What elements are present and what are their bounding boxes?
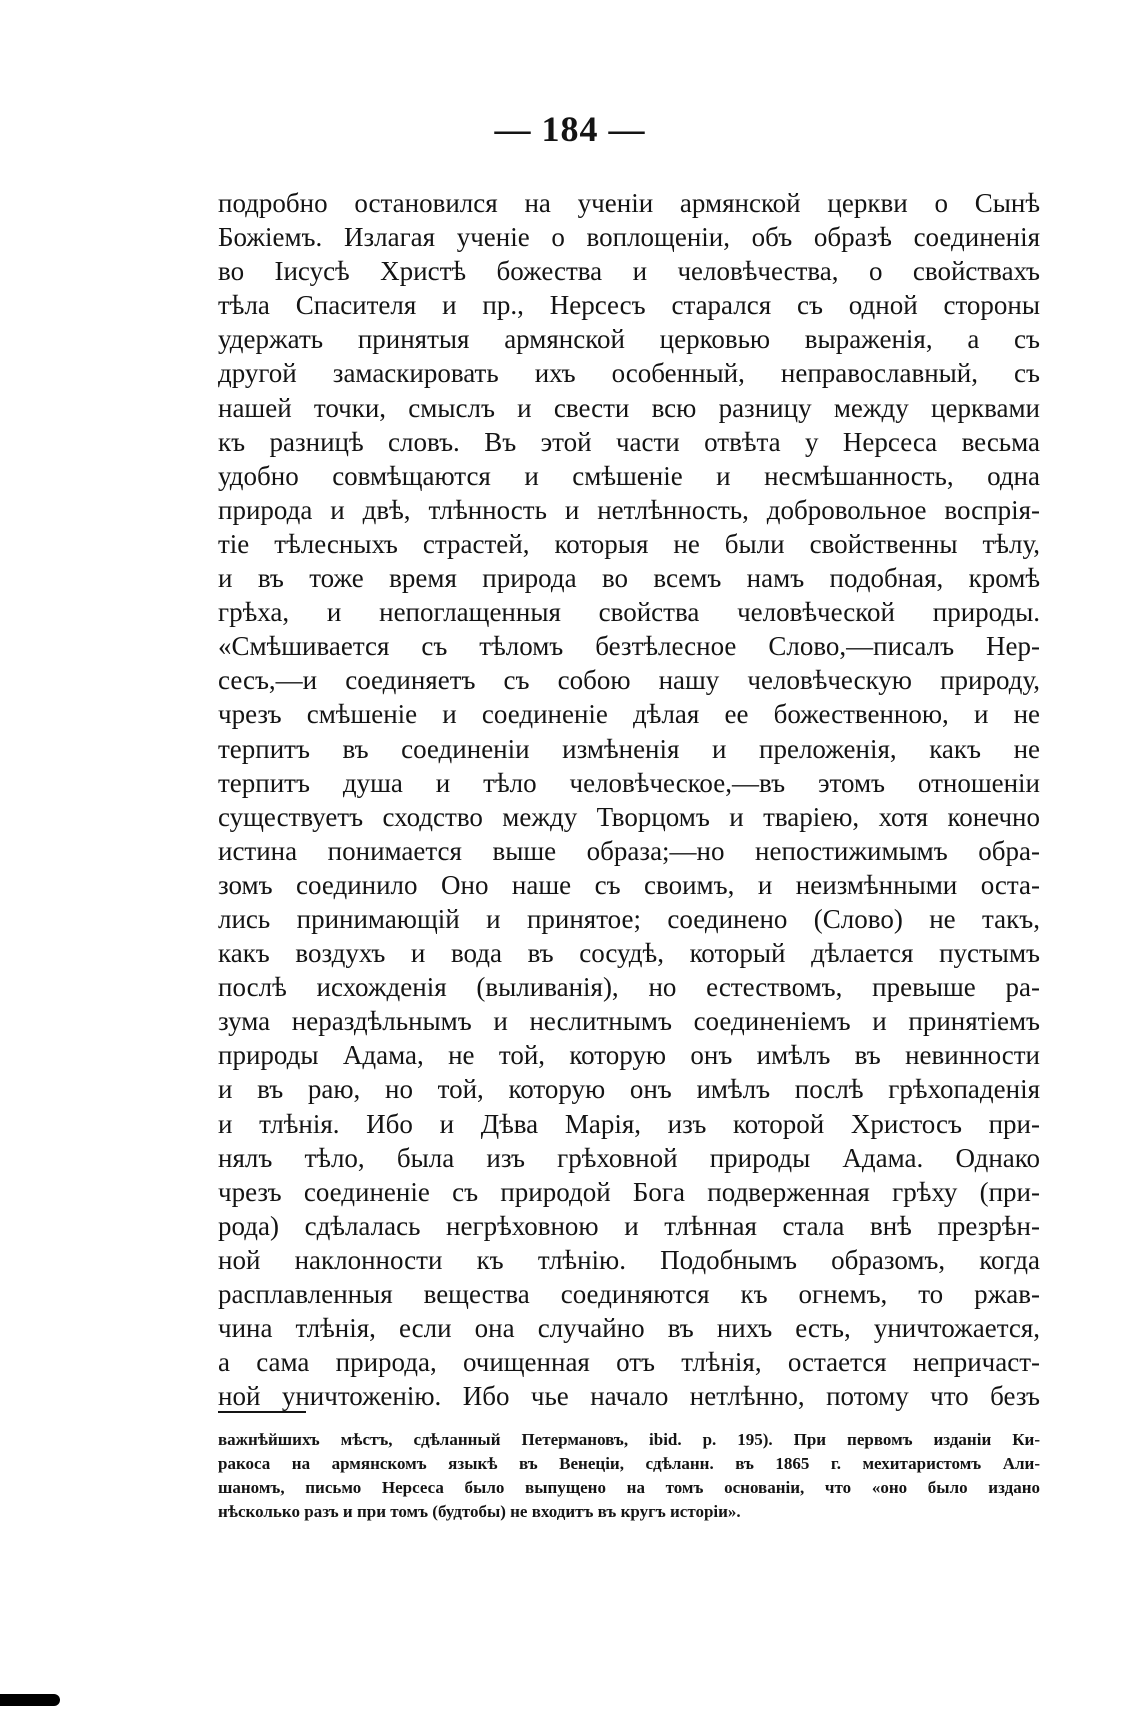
text-line: удобно совмѣщаются и смѣшеніе и несмѣшанность, одна (218, 460, 1040, 491)
text-line: Божіемъ. Излагая ученіе о воплощеніи, объ образѣ соединенія (218, 222, 1040, 253)
text-line: грѣха, и непоглащенныя свойства человѣческой природы. (218, 597, 1040, 628)
footnote-line: важнѣйшихъ мѣстъ, сдѣланный Петермановъ, ibid. p. 195). При первомъ изданіи Ки- (218, 1430, 1040, 1449)
text-line: рода) сдѣлалась негрѣховною и тлѣнная стала внѣ презрѣн- (218, 1210, 1040, 1241)
text-line: терпитъ въ соединеніи измѣненія и преложенія, какъ не (218, 733, 1040, 764)
main-text (218, 186, 1040, 1413)
text-line: тіе тѣлесныхъ страстей, которыя не были свойственны тѣлу, (218, 528, 1040, 559)
text-line: тѣла Спасителя и пр., Нерсесъ старался съ одной стороны (218, 290, 1040, 321)
text-line: ной наклонности къ тлѣнію. Подобнымъ образомъ, когда (218, 1244, 1040, 1275)
text-line: чина тлѣнія, если она случайно въ нихъ есть, уничтожается, (218, 1313, 1040, 1344)
text-line: существуетъ сходство между Творцомъ и тваріею, хотя конечно (218, 801, 1040, 832)
text-line: и въ раю, но той, которую онъ имѣлъ послѣ грѣхопаденія (218, 1074, 1040, 1105)
text-line: удержать принятыя армянской церковью выраженія, а съ (218, 324, 1040, 355)
text-line: истина понимается выше образа;—но непостижимымъ обра- (218, 835, 1040, 866)
text-line: нашей точки, смыслъ и свести всю разницу между церквами (218, 392, 1040, 423)
text-line: терпитъ душа и тѣло человѣческое,—въ этомъ отношеніи (218, 767, 1040, 798)
scan-edge-mark (0, 1694, 60, 1706)
text-line: ной уничтоженію. Ибо чье начало нетлѣнно, потому что безъ (218, 1381, 1040, 1412)
text-line: сесъ,—и соединяетъ съ собою нашу человѣческую природу, (218, 665, 1040, 696)
footnote-line: шаномъ, письмо Нерсеса было выпущено на томъ основаніи, что «оно было издано (218, 1478, 1040, 1497)
text-line: расплавленныя вещества соединяются къ огнемъ, то ржав- (218, 1279, 1040, 1309)
text-line: природа и двѣ, тлѣнность и нетлѣнность, добровольное воспрія- (218, 494, 1040, 525)
text-line: послѣ исхожденія (выливанія), но естествомъ, превыше ра- (218, 972, 1040, 1003)
text-line: къ разницѣ словъ. Въ этой части отвѣта у Нерсеса весьма (218, 426, 1040, 457)
text-line: чрезъ смѣшеніе и соединеніе дѣлая ее божественною, и не (218, 699, 1040, 730)
text-line: природы Адама, не той, которую онъ имѣлъ въ невинности (218, 1040, 1040, 1071)
text-line: и въ тоже время природа во всемъ намъ подобная, кромѣ (218, 563, 1040, 594)
footnote-line: нѣсколько разъ и при томъ (будтобы) не входитъ въ кругъ исторіи». (218, 1502, 741, 1521)
text-line: а сама природа, очищенная отъ тлѣнія, остается непричаст- (218, 1347, 1040, 1378)
text-line: «Смѣшивается съ тѣломъ безтѣлесное Слово,—писалъ Нер- (218, 631, 1040, 662)
footnote-divider (218, 1411, 306, 1413)
text-line: лись принимающій и принятое; соединено (Слово) не такъ, (218, 903, 1040, 934)
text-line: подробно остановился на ученіи армянской церкви о Сынѣ (218, 188, 1040, 218)
text-line: чрезъ соединеніе съ природой Бога подверженная грѣху (при- (218, 1176, 1040, 1207)
page-number: — 184 — (494, 109, 646, 149)
text-line: зомъ соединило Оно наше съ своимъ, и неизмѣнными оста- (218, 869, 1040, 900)
text-line: нялъ тѣло, была изъ грѣховной природы Адама. Однако (218, 1142, 1040, 1173)
footnote (218, 1428, 1040, 1524)
text-line: во Іисусѣ Христѣ божества и человѣчества, о свойствахъ (218, 256, 1040, 287)
text-line: другой замаскировать ихъ особенный, неправославный, съ (218, 358, 1040, 389)
footnote-line: ракоса на армянскомъ языкѣ въ Венеціи, сдѣланн. въ 1865 г. мехитаристомъ Али- (218, 1454, 1040, 1473)
text-line: какъ воздухъ и вода въ сосудѣ, который дѣлается пустымъ (218, 938, 1040, 969)
text-line: зума нераздѣльнымъ и неслитнымъ соединеніемъ и принятіемъ (218, 1006, 1040, 1037)
text-line: и тлѣнія. Ибо и Дѣва Марія, изъ которой Христосъ при- (218, 1108, 1040, 1139)
